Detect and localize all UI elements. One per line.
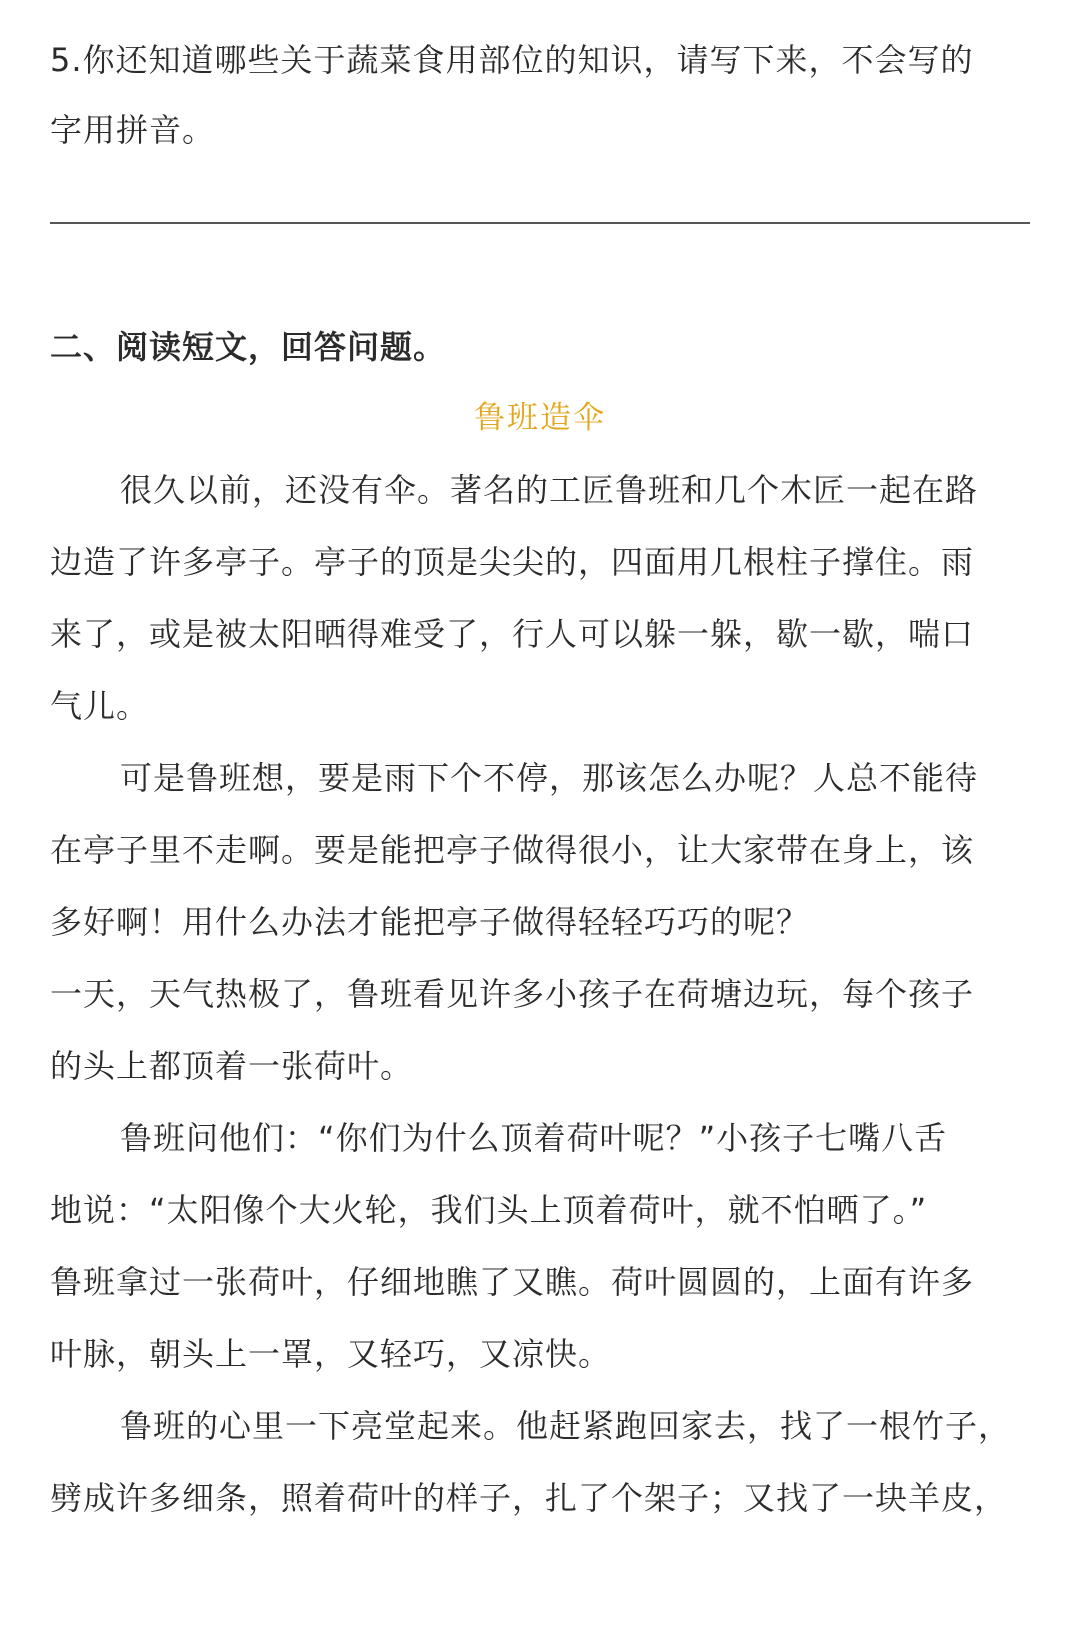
story-line: 叶脉，朝头上一罩，又轻巧，又凉快。 (50, 1335, 612, 1373)
story-line: 鲁班问他们：“你们为什么顶着荷叶呢？”小孩子七嘴八舌 (120, 1119, 948, 1157)
story-line: 很久以前，还没有伞。著名的工匠鲁班和几个木匠一起在路 (120, 471, 979, 509)
answer-blank-line[interactable] (50, 222, 1030, 224)
story-line: 多好啊！用什么办法才能把亭子做得轻轻巧巧的呢？ (50, 903, 810, 941)
story-line: 鲁班的心里一下亮堂起来。他赶紧跑回家去，找了一根竹子， (120, 1407, 1012, 1445)
story-line: 在亭子里不走啊。要是能把亭子做得很小，让大家带在身上，该 (50, 831, 975, 869)
story-line: 劈成许多细条，照着荷叶的样子，扎了个架子；又找了一块羊皮， (50, 1479, 1008, 1517)
section-2-heading: 二、阅读短文，回答问题。 (50, 328, 447, 366)
story-line: 边造了许多亭子。亭子的顶是尖尖的，四面用几根柱子撑住。雨 (50, 543, 975, 581)
story-line: 鲁班拿过一张荷叶，仔细地瞧了又瞧。荷叶圆圆的，上面有许多 (50, 1263, 975, 1301)
story-line: 气儿。 (50, 687, 150, 725)
story-line: 一天，天气热极了，鲁班看见许多小孩子在荷塘边玩，每个孩子 (50, 975, 975, 1013)
question-5-line-2: 字用拼音。 (50, 111, 216, 149)
story-line: 地说：“太阳像个大火轮，我们头上顶着荷叶，就不怕晒了。” (50, 1191, 928, 1229)
story-line: 的头上都顶着一张荷叶。 (50, 1047, 414, 1085)
story-line: 可是鲁班想，要是雨下个不停，那该怎么办呢？人总不能待 (120, 759, 979, 797)
question-5-line-1: 5.你还知道哪些关于蔬菜食用部位的知识，请写下来，不会写的 (50, 41, 974, 79)
story-title: 鲁班造伞 (474, 400, 606, 436)
story-line: 来了，或是被太阳晒得难受了，行人可以躲一躲，歇一歇，喘口 (50, 615, 975, 653)
